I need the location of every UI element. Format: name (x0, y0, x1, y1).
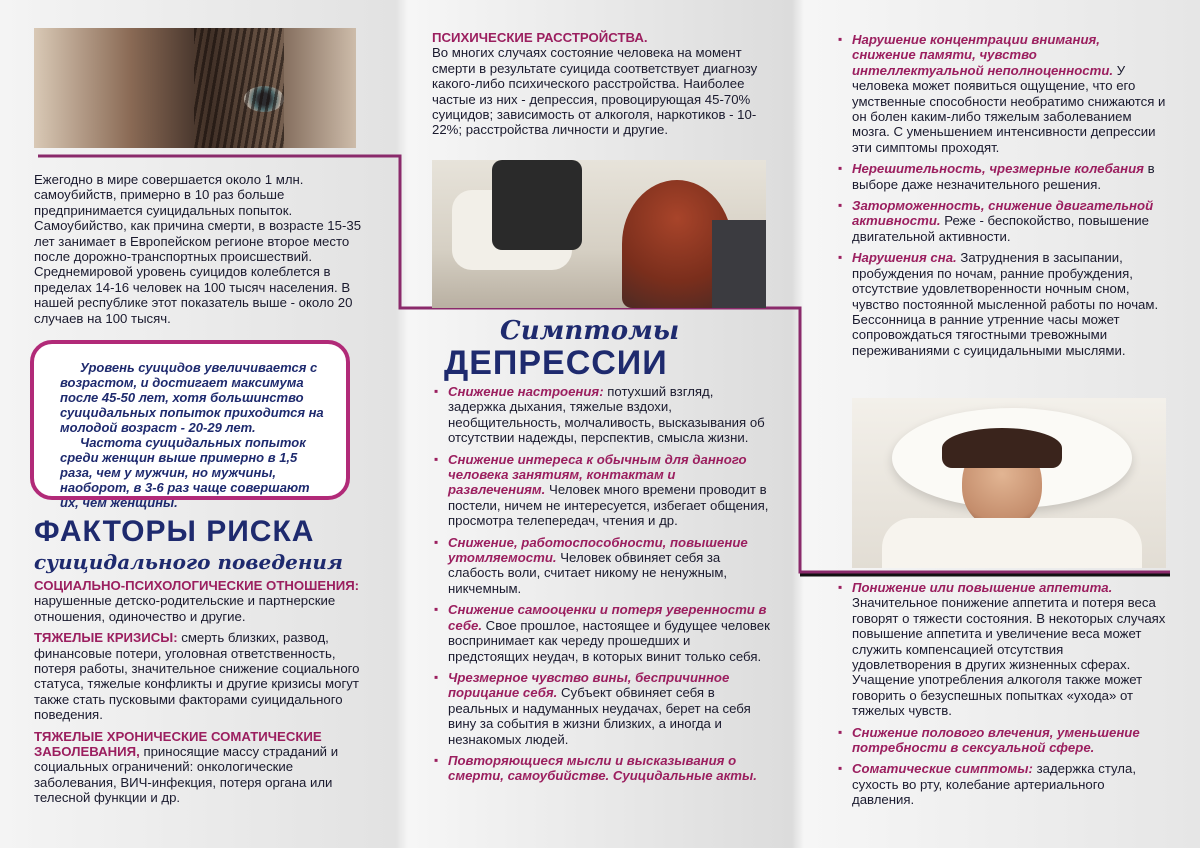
symptoms-title-script: Симптомы (500, 316, 680, 346)
symptom-item: ▪ Повторяющиеся мысли и высказывания о смерти, самоубийстве. Суицидальные акты. (432, 753, 772, 784)
risk-factors-subtitle: суицидального поведения (34, 550, 343, 574)
risk-factors-list (34, 578, 374, 806)
photo-eye (34, 28, 356, 148)
symptoms-list (432, 384, 772, 790)
symptom-item: ▪ Чрезмерное чувство вины, беспричинное порицание себя. Субъект обвиняет себя в реальных и надуманных неудачах, берет на себя вину за события в жизни близких, а иногда и незнакомых людей. (432, 670, 772, 747)
mental-disorders-body: Во многих случаях состояние человека на момент смерти в результате суицида соответствует диагнозу какого-либо психического расстройства. Наиболее частые из них - депрессия, провоцирующая 45-70% суицидов; зависимость от алкоголя, наркотиков - 10-22%; расстройства личности и другие. (432, 45, 758, 138)
factor-item: ТЯЖЕЛЫЕ КРИЗИСЫ: смерть близких, развод, финансовые потери, уголовная ответственность, потеря работы, значительное снижение социального статуса, тяжелые конфликты и другие кризисы могут также стать пусковыми факторами суицидального поведения. (34, 630, 360, 723)
symptom-item: ▪ Понижение или повышение аппетита. Значительное понижение аппетита и потеря веса говорят о тяжести состояния. В некоторых случаях повышение аппетита и увеличение веса может служить компенсацией отсутствия удовлетворения в других жизненных сферах. Учащение употребления алкоголя также может говорить о безуспешных попытках «ухода» от тяжелых чувств. (836, 580, 1166, 719)
factor-item: СОЦИАЛЬНО-ПСИХОЛОГИЧЕСКИЕ ОТНОШЕНИЯ: нарушенные детско-родительские и партнерские отношения, одиночество и другие. (34, 578, 360, 624)
factor-item: ТЯЖЕЛЫЕ ХРОНИЧЕСКИЕ СОМАТИЧЕСКИЕ ЗАБОЛЕВАНИЯ, приносящие массу страданий и социальных ограничений: онкологические заболевания, ВИЧ-инфекция, потеря органа или телесной функции и др. (34, 728, 339, 806)
intro-text: Ежегодно в мире совершается около 1 млн. самоубийств, примерно в 10 раз больше предпринимается суицидальных попыток. Самоубийство, как причина смерти, в возрасте 15-35 лет занимает в Европейском регионе второе место после дорожно-транспортных происшествий. Среднемировой уровень суицидов колеблется в пределах 14-16 человек на 100 тысяч населения. В нашей республике этот показатель выше - около 20 случаев на 100 тысяч. (34, 172, 362, 326)
depression-title: ДЕПРЕССИИ (444, 344, 668, 382)
symptom-item: ▪ Снижение настроения: потухший взгляд, задержка дыхания, тяжелые вздохи, необщительность, молчаливость, высказывания об отсутствии надежды, перспектив, смысла жизни. (432, 384, 772, 446)
symptom-item: ▪ Заторможенность, снижение двигательной активности. Реже - беспокойство, повышение двигательной активности. (836, 198, 1166, 244)
mental-disorders-heading: ПСИХИЧЕСКИЕ РАССТРОЙСТВА. (432, 30, 648, 45)
callout-box (30, 340, 350, 510)
photo-insomnia (852, 398, 1166, 568)
symptoms-list-continued (836, 32, 1166, 364)
callout-paragraph-1: Уровень суицидов увеличивается с возрастом, и достигает максимума после 45-50 лет, хотя большинство суицидальных попыток приходится на молодой возраст - 20-29 лет. (60, 360, 324, 435)
symptom-item: ▪ Снижение интереса к обычным для данного человека занятиям, контактам и развлечениям. Человек много времени проводит в постели, ничем не интересуется, избегает общения, просмотра телепередач, чтения и др. (432, 452, 772, 529)
photo-therapy (432, 160, 766, 308)
symptom-item: ▪ Снижение полового влечения, уменьшение потребности в сексуальной сфере. (836, 725, 1166, 756)
symptom-item: ▪ Нерешительность, чрезмерные колебания в выборе даже незначительного решения. (836, 161, 1166, 192)
symptoms-list-final (836, 580, 1166, 814)
symptom-item: ▪ Снижение, работоспособности, повышение утомляемости. Человек обвиняет себя за слабость воли, считает никому не ненужным, никчемным. (432, 535, 772, 597)
symptom-item: ▪ Нарушение концентрации внимания, снижение памяти, чувство интеллектуальной неполноценности. У человека может появиться ощущение, что его умственные способности необратимо снижаются и он болен каким-либо тяжелым заболеванием мозга. С уменьшением интенсивности депрессии эти симптомы проходят. (836, 32, 1166, 155)
mental-disorders-block (432, 30, 772, 138)
symptom-item: ▪ Нарушения сна. Затруднения в засыпании, пробуждения по ночам, ранние пробуждения, отсутствие удовлетворенности ночным сном, чувство постоянной мысленной работы по ночам. Бессонница в ранние утренние часы может сопровождаться тягостными тревожными переживаниями с суицидальными мыслями. (836, 250, 1166, 358)
risk-factors-title: ФАКТОРЫ РИСКА (34, 515, 315, 548)
symptom-item: ▪ Соматические симптомы: задержка стула, сухость во рту, колебание артериального давления. (836, 761, 1166, 807)
symptom-item: ▪ Снижение самооценки и потеря уверенности в себе. Свое прошлое, настоящее и будущее человек воспринимает как череду прошедших и предстоящих неудач, в которых винит только себя. (432, 602, 772, 664)
callout-paragraph-2: Частота суицидальных попыток среди женщин выше примерно в 1,5 раза, чем у мужчин, но мужчины, наоборот, в 3-6 раз чаще совершают их, чем женщины. (60, 435, 310, 510)
